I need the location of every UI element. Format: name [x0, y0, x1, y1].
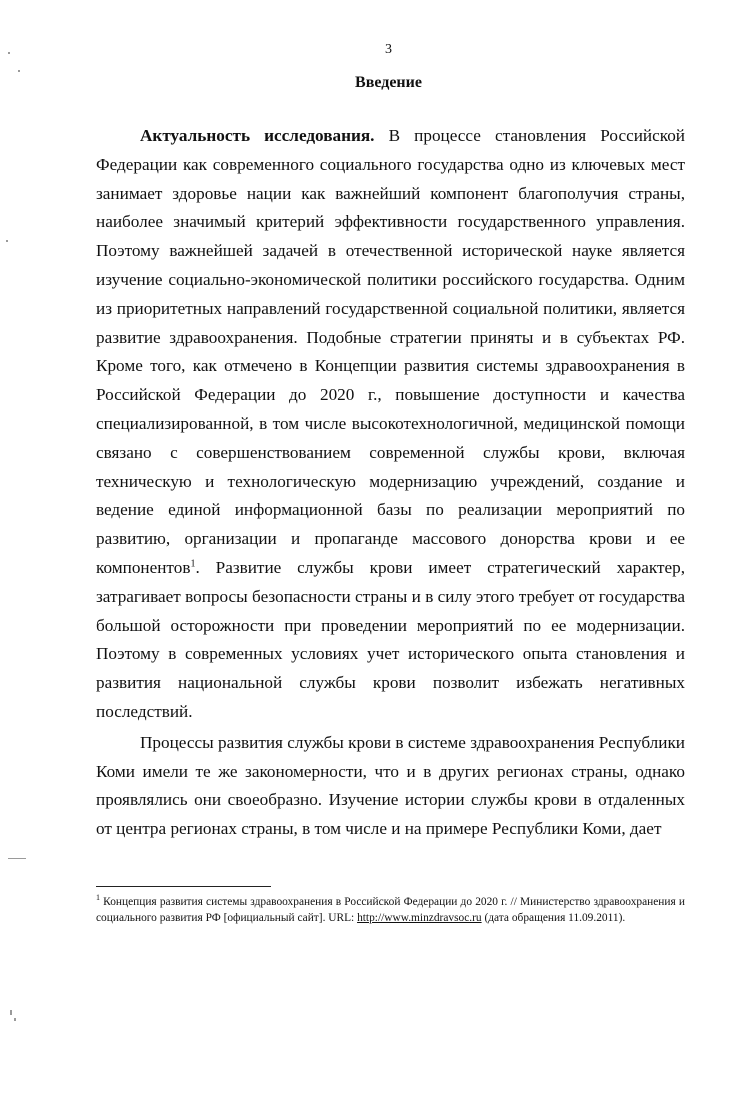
footnote [96, 894, 685, 926]
footnote-link[interactable]: http://www.minzdravsoc.ru [357, 912, 482, 924]
paragraph-text: В процессе становления Российской Федерации как современного социального государства одно из ключевых мест занимает здоровье нации как важнейший компонент благополучия страны, наиболее значимый критерий эффективности государственного управления. Поэтому важнейшей задачей в отечественной исторической науке является изучение социально-экономической политики российского государства. Одним из приоритетных направлений государственной социальной политики, является развитие здравоохранения. Подобные стратегии приняты и в субъектах РФ. Кроме того, как отмечено в Концепции развития системы здравоохранения в Российской Федерации до 2020 г., повышение доступности и качества специализированной, в том числе высокотехнологичной, медицинской помощи связано с совершенствованием современной службы крови, включая техническую и технологическую модернизацию учреждений, создание и ведение единой информационной базы по реализации мероприятий по развитию, организации и пропаганде массового донорства крови и ее компонентов [96, 126, 685, 577]
body-text [96, 122, 685, 844]
scan-artifact [6, 240, 8, 242]
paragraph-text-continued: . Развитие службы крови имеет стратегический характер, затрагивает вопросы безопасности страны и в силу этого требует от государства большой осторожности при проведении мероприятий по ее модернизации. Поэтому в современных условиях учет исторического опыта становления и развития национальной службы крови позволит избежать негативных последствий. [96, 557, 685, 721]
paragraph-komi [96, 729, 685, 844]
paragraph-relevance [96, 122, 685, 727]
page-number: 3 [385, 42, 392, 57]
section-heading: Введение [355, 74, 422, 91]
footnote-number: 1 [96, 893, 100, 903]
footnote-text: Концепция развития системы здравоохранения в Российской Федерации до 2020 г. // Министерство здравоохранения и социального развития РФ [официальный сайт]. URL: [96, 896, 685, 924]
paragraph-text: Процессы развития службы крови в системе здравоохранения Республики Коми имели те же закономерности, что и в других регионах страны, однако проявлялись они своеобразно. Изучение истории службы крови в отдаленных от центра регионах страны, в том числе и на примере Республики Коми, дает [96, 732, 685, 839]
scan-artifact [14, 1018, 16, 1021]
scan-artifact [10, 1010, 12, 1015]
footnote-divider [96, 886, 271, 887]
scan-artifact [18, 70, 20, 72]
paragraph-lead: Актуальность исследования. [140, 126, 375, 145]
footnote-reference[interactable]: 1 [190, 558, 196, 570]
scan-artifact [8, 858, 26, 859]
footnote-text-continued: (дата обращения 11.09.2011). [481, 912, 626, 924]
scan-artifact [8, 52, 10, 54]
